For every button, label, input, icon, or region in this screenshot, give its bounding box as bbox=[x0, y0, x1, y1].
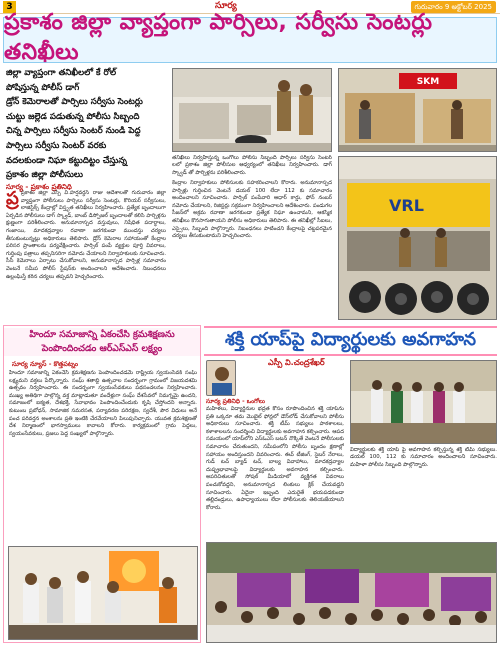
story2-body-text: హిందూ సమాజాన్ని ఏకంచేసి క్రమశిక్షణను పెంపొందించడమే రాష్ట్రీయ స్వయంసేవక్ సంఘ్ లక్ష్యమని వక్తలు పేర్కొన్నారు. సంఘ్ శతాబ్ది ఉత్సవాల సందర్భంగా గ్రామంలో విజయదశమి ఉత్సవం నిర్వహించారు. ఈ సందర్భంగా స్వయంసేవకులు పథసంచలనం నిర్వహించారు. ముఖ్య అతిథిగా పాల్గొన్న వక్త మాట్లాడుతూ వందేళ్లుగా సంఘ్ దేశసేవలో నిమగ్నమై ఉందని, సమాజంలో ఐక్యత, దేశభక్తి, సేవాభావం పెంపొందించేందుకు కృషి చేస్తోందని అన్నారు. కుటుంబ ప్రబోధన్, సామాజిక సమరసత, పర్యావరణ పరిరక్షణ, స్వదేశీ, పౌర విధులు అనే పంచ పరివర్తన అంశాలను ప్రతి ఇంటికి చేరవేయాలని పిలుపునిచ్చారు. యువత క్రమశిక్షణతో దేశ నిర్మాణంలో భాగస్వాములు కావాలని కోరారు. కార్యక్రమంలో గ్రామ పెద్దలు, స్వయంసేవకులు, ప్రజలు పెద్ద సంఖ్యలో పాల్గొన్నారు. bbox=[9, 370, 197, 437]
story3-body-text: మహిళలు, విద్యార్థినుల భద్రత కోసం రూపొందించిన శక్తి యాప్‌ను ప్రతి ఒక్కరూ తమ మొబైల్ ఫోన్లలో డౌన్‌లోడ్ చేసుకోవాలని పోలీసు అధికారులు సూచించారు. శక్తి టీమ్ సభ్యులు పాఠశాలలు, కళాశాలలను సందర్శించి విద్యార్థులకు అవగాహన కల్పించారు. ఆపద సమయంలో యాప్‌లోని ఎస్ఓఎస్ బటన్ నొక్కితే వెంటనే పోలీసులకు సమాచారం చేరుతుందని, సమీపంలోని పోలీసు బృందం క్షణాల్లో సహాయం అందిస్తుందని వివరించారు. ఈవ్ టీజింగ్, సైబర్ నేరాలు, గుడ్ టచ్ బ్యాడ్ టచ్, బాల్య వివాహాలు, మాదకద్రవ్యాల దుష్ప్రభావాలపై విద్యార్థులకు అవగాహన కల్పించారు. అపరిచితులతో సోషల్ మీడియాలో వ్యక్తిగత వివరాలు పంచుకోవద్దని, అనుమానాస్పద లింకులు క్లిక్ చేయవద్దని సూచించారు. ఏదైనా ఇబ్బంది ఎదురైతే భయపడకుండా తల్లిదండ్రులు, ఉపాధ్యాయులు లేదా పోలీసులకు తెలియజేయాలని కోరారు. bbox=[206, 406, 344, 511]
story1-body-text: ప్రకాశం జిల్లా ఎస్పీ వి.హర్షవర్ధన్ రాజు ఆదేశాలతో గురువారం జిల్లా వ్యాప్తంగా పోలీసులు పార్సిలు సర్వీసు సెంటర్లు, కొరియర్ సర్వీసులు, లాజిస్టిక్స్ కేంద్రాల్లో విస్తృత తనిఖీలు నిర్వహించారు. ప్రత్యేక బృందాలుగా ఏర్పడిన పోలీసులు డాగ్ స్క్వాడ్, బాంబ్ డిస్పోజల్ బృందాలతో కలిసి పార్సిళ్లను క్షుణ్ణంగా పరిశీలించారు. అనుమానాస్పద వస్తువులు, నిషేధిత పదార్థాలు, గంజాయి, మాదకద్రవ్యాల రవాణా జరగకుండా ముందస్తు చర్యలు తీసుకుంటున్నట్లు అధికారులు తెలిపారు. డ్రోన్ కెమెరాల సహాయంతో కేంద్రాల పరిసర ప్రాంతాలను పర్యవేక్షించారు. పార్సిల్ పంపే వ్యక్తుల పూర్తి వివరాలు, గుర్తింపు పత్రాలు తప్పనిసరిగా నమోదు చేయాలని నిర్వాహకులకు సూచించారు. సీసీ కెమెరాలు ఏర్పాటు చేసుకోవాలని, అనుమానాస్పద పార్సిళ్ల సమాచారం వెంటనే సమీప పోలీస్ స్టేషన్‌కు అందించాలని ఆదేశించారు. నిబంధనలు ఉల్లంఘిస్తే కఠిన చర్యలు తప్పవని హెచ్చరించారు. bbox=[6, 190, 166, 280]
story2-title: హిందూ సమాజాన్ని ఏకంచేసి క్రమశిక్షణను పెంపొందించడం ఆర్ఎస్ఎస్ లక్ష్యం bbox=[4, 328, 200, 356]
svg-text:SKM: SKM bbox=[416, 77, 440, 87]
story1-headline-text: ప్రకాశం జిల్లా వ్యాప్తంగా పార్సిలు, సర్వీసు సెంటర్లు తనిఖీలు bbox=[4, 10, 433, 65]
summary-line: ప్రకాశం జిల్లా పోలీసులు bbox=[6, 170, 83, 181]
photo-illustration bbox=[207, 543, 497, 643]
summary-line: డ్రోన్ కెమెరాలతో పార్సిలు సర్వీసు సెంటర్లు bbox=[6, 97, 143, 108]
dateline: గురువారం 9 అక్టోబర్ 2025 bbox=[411, 1, 496, 13]
summary-line: చుట్టు జల్లెడ పడుతున్న పోలీసు సిబ్బంది bbox=[6, 111, 140, 122]
story3-photo-classroom bbox=[350, 360, 497, 444]
story3-body bbox=[206, 406, 344, 538]
photo-illustration bbox=[339, 157, 497, 320]
story2-box bbox=[3, 325, 201, 643]
story1-body bbox=[6, 190, 166, 318]
continuation-text: కేంద్రాల నిర్వాహకులు పోలీసులకు సహకరించాలని కోరారు. అనుమానాస్పద పార్సిళ్లు గుర్తించిన వెంటనే డయల్ 100 లేదా 112 కు సమాచారం అందించాలని సూచించారు. పార్సిల్ పంపేవారి ఆధార్ కార్డు, ఫోన్ నంబర్ నమోదు చేయాలని, రిజిస్టర్లు సక్రమంగా నిర్వహించాలని ఆదేశించారు. పండుగల సీజన్‌లో అక్రమ రవాణా జరగకుండా ప్రత్యేక నిఘా ఉంచామని, ఆకస్మిక తనిఖీలు కొనసాగుతాయని పోలీసు అధికారులు తెలిపారు. ఈ తనిఖీల్లో సీఐలు, ఎస్సైలు, సిబ్బంది పాల్గొన్నారు. నిబంధనలు పాటించని కేంద్రాలపై చట్టపరమైన చర్యలు తీసుకుంటామని హెచ్చరించారు. bbox=[172, 180, 332, 240]
story1-credit: సూర్య - ప్రకాశం ప్రతినిధి bbox=[6, 182, 72, 191]
story2-credit: సూర్య న్యూస్ - కొత్తపట్నం bbox=[12, 360, 79, 368]
story3-caption-text: విద్యార్థులకు శక్తి యాప్ పై అవగాహన కల్పిస్తున్న శక్తి టీమ్ సభ్యులు. డయల్ 100, 112 కు సమాచారం అందించాలని సూచించారు. మహిళా పోలీసు సిబ్బంది పాల్గొన్నారు. bbox=[350, 447, 497, 468]
author-photo bbox=[206, 360, 236, 396]
summary-line: జిల్లా వ్యాప్తంగా తనిఖీలలో కే రోల్ bbox=[6, 68, 117, 78]
story2-photo bbox=[8, 546, 198, 640]
photo-illustration bbox=[9, 547, 198, 640]
photo-illustration bbox=[173, 69, 332, 152]
story1-photo-caption bbox=[172, 155, 332, 177]
dropcap: ప్ర bbox=[6, 190, 19, 209]
story3-byline: ఎస్పీ వి.చంద్రశేఖర్ bbox=[268, 358, 325, 367]
svg-text:VRL: VRL bbox=[389, 196, 424, 215]
story3-title-bar bbox=[204, 326, 497, 356]
masthead: సూర్య bbox=[215, 1, 237, 11]
story1-photo-logistics bbox=[338, 156, 497, 320]
story3-caption bbox=[350, 447, 497, 541]
story3-photo-students bbox=[206, 542, 497, 643]
story3-credit: సూర్య ప్రతినిధి - ఒంగోలు bbox=[206, 398, 266, 405]
story3-title: శక్తి యాప్‌పై విద్యార్థులకు అవగాహన bbox=[225, 328, 476, 350]
story1-headline bbox=[3, 10, 497, 65]
summary-line: వదలకుండా నిఘా కట్టుదిట్టం చేస్తున్న bbox=[6, 155, 127, 166]
page-number: 3 bbox=[3, 1, 16, 13]
summary-line: పార్సిలు సర్వీసు సెంటర్ వరకు bbox=[6, 140, 107, 151]
story1-photo-inspection bbox=[172, 68, 332, 152]
summary-line: చిన్న పార్సిలు సర్వీసు సెంటర్ నుండి పెద్ద bbox=[6, 126, 141, 137]
story1-summary bbox=[6, 66, 166, 193]
photo-illustration bbox=[339, 69, 497, 152]
story1-continuation bbox=[172, 180, 332, 320]
portrait-illustration bbox=[207, 361, 236, 396]
photo-illustration bbox=[351, 361, 497, 444]
story1-photo-shop bbox=[338, 68, 497, 152]
summary-line: పోషిస్తున్న పోలీస్ డాగ్ bbox=[6, 82, 80, 93]
story2-body bbox=[9, 370, 197, 543]
caption-text: తనిఖీలు నిర్వహిస్తున్న ఒంగోలు పోలీసు సిబ్బంది పార్సిలు సర్వీసు సెంటర్ లలో ప్రకాశం జిల్లా పోలీసుల ఆధ్వర్యంలో తనిఖీలు నిర్వహించారు. డాగ్ స్క్వాడ్ తో పార్సిళ్లను పరిశీలించారు. bbox=[172, 155, 332, 176]
